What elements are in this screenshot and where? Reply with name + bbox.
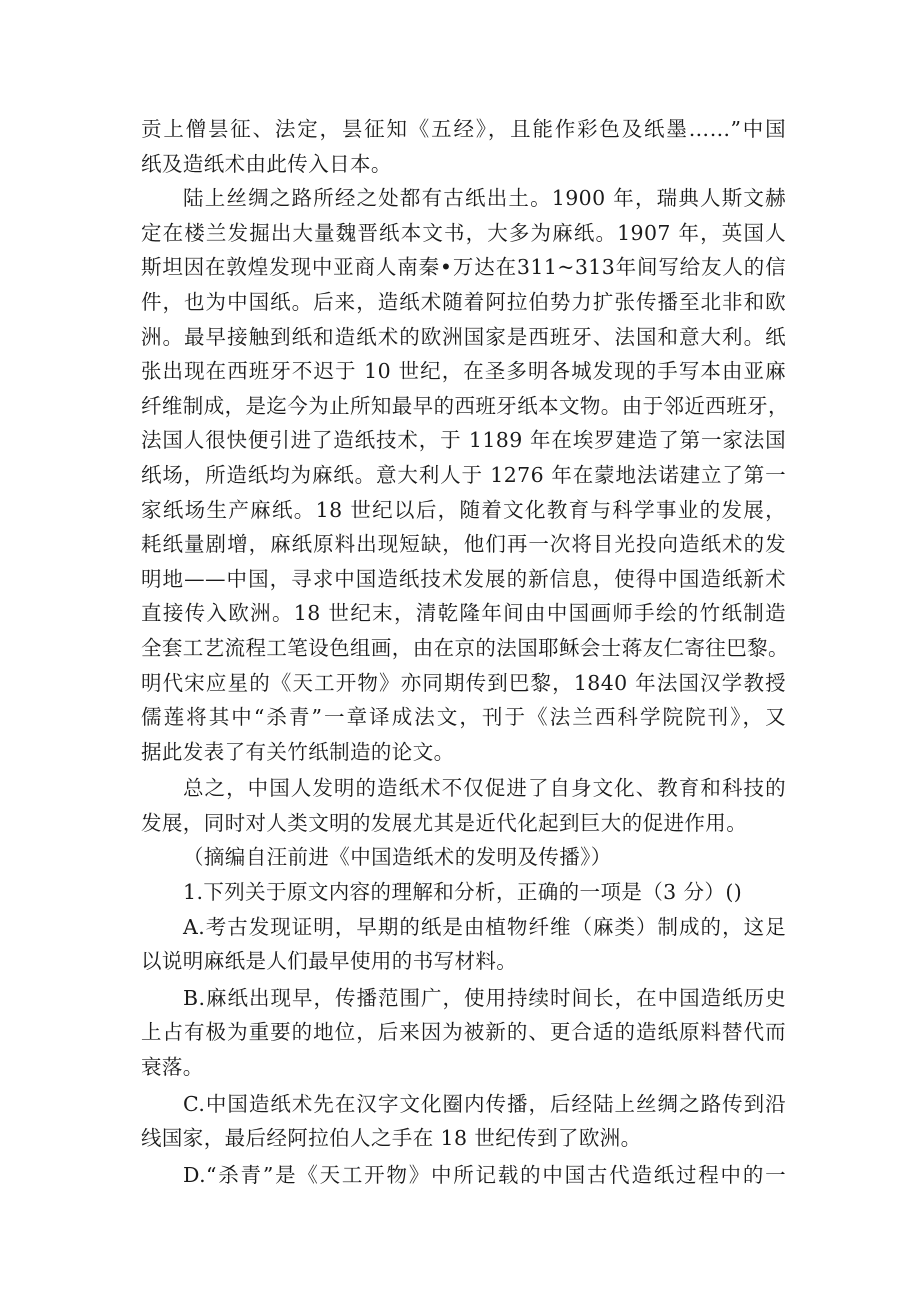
text-line: 纸及造纸术由此传入日本。 — [141, 151, 392, 176]
text-line: 全套工艺流程工笔设色组画，由在京的法国耶稣会士蒋友仁寄往巴黎。 — [141, 635, 789, 660]
text-line: 法国人很快便引进了造纸技术，于 1189 年在埃罗建造了第一家法国 — [141, 428, 786, 453]
question-stem: 1.下列关于原文内容的理解和分析，正确的一项是（3 分）() — [183, 880, 743, 905]
option-a: A.考古发现证明，早期的纸是由植物纤维（麻类）制成的，这足 — [183, 914, 786, 939]
text-line: 耗纸量剧增，麻纸原料出现短缺，他们再一次将目光投向造纸术的发 — [141, 532, 786, 557]
text-line: （摘编自汪前进《中国造纸术的发明及传播》） — [183, 845, 612, 870]
text-line: 陆上丝绸之路所经之处都有古纸出土。1900 年，瑞典人斯文赫 — [183, 186, 786, 211]
option-d: D.“杀青”是《天工开物》中所记载的中国古代造纸过程中的一 — [183, 1162, 786, 1187]
text-line: 明代宋应星的《天工开物》亦同期传到巴黎，1840 年法国汉学教授 — [141, 670, 786, 695]
text-line: 总之，中国人发明的造纸术不仅促进了自身文化、教育和科技的 — [183, 776, 786, 801]
text-line: 件，也为中国纸。后来，造纸术随着阿拉伯势力扩张传播至北非和欧 — [141, 289, 786, 314]
option-b-continued: 上占有极为重要的地位，后来因为被新的、更合适的造纸原料替代而 — [141, 1020, 786, 1045]
text-line: 洲。最早接触到纸和造纸术的欧洲国家是西班牙、法国和意大利。纸 — [141, 324, 786, 349]
text-line: 儒莲将其中“杀青”一章译成法文，刊于《法兰西科学院院刊》，又 — [141, 705, 786, 730]
text-line: 贡上僧昙征、法定，昙征知《五经》，且能作彩色及纸墨……”中国 — [141, 117, 786, 141]
text-line: 发展，同时对人类文明的发展尤其是近代化起到巨大的促进作用。 — [141, 810, 748, 835]
text-line: 张出现在西班牙不迟于 10 世纪，在圣多明各城发现的手写本由亚麻 — [141, 359, 786, 384]
option-a-continued: 以说明麻纸是人们最早使用的书写材料。 — [141, 949, 518, 974]
text-line: 直接传入欧洲。18 世纪末，清乾隆年间由中国画师手绘的竹纸制造 — [141, 601, 786, 626]
option-c: C.中国造纸术先在汉字文化圈内传播，后经陆上丝绸之路传到沿 — [183, 1091, 786, 1116]
text-line: 定在楼兰发掘出大量魏晋纸本文书，大多为麻纸。1907 年，英国人 — [141, 220, 786, 245]
text-line: 据此发表了有关竹纸制造的论文。 — [141, 739, 455, 764]
text-line: 明地——中国，寻求中国造纸技术发展的新信息，使得中国造纸新术 — [141, 566, 786, 591]
option-b-continued: 衰落。 — [141, 1055, 204, 1080]
text-line: 斯坦因在敦煌发现中亚商人南秦•万达在311~313年间写给友人的信 — [141, 255, 786, 280]
text-line: 纤维制成，是迄今为止所知最早的西班牙纸本文物。由于邻近西班牙， — [141, 393, 789, 418]
document-body — [141, 112, 789, 1192]
text-line: 家纸场生产麻纸。18 世纪以后，随着文化教育与科学事业的发展， — [141, 497, 786, 522]
text-line: 纸场，所造纸均为麻纸。意大利人于 1276 年在蒙地法诺建立了第一 — [141, 462, 786, 487]
option-b: B.麻纸出现早，传播范围广，使用持续时间长，在中国造纸历史 — [183, 985, 786, 1010]
option-c-continued: 线国家，最后经阿拉伯人之手在 18 世纪传到了欧洲。 — [141, 1126, 642, 1151]
